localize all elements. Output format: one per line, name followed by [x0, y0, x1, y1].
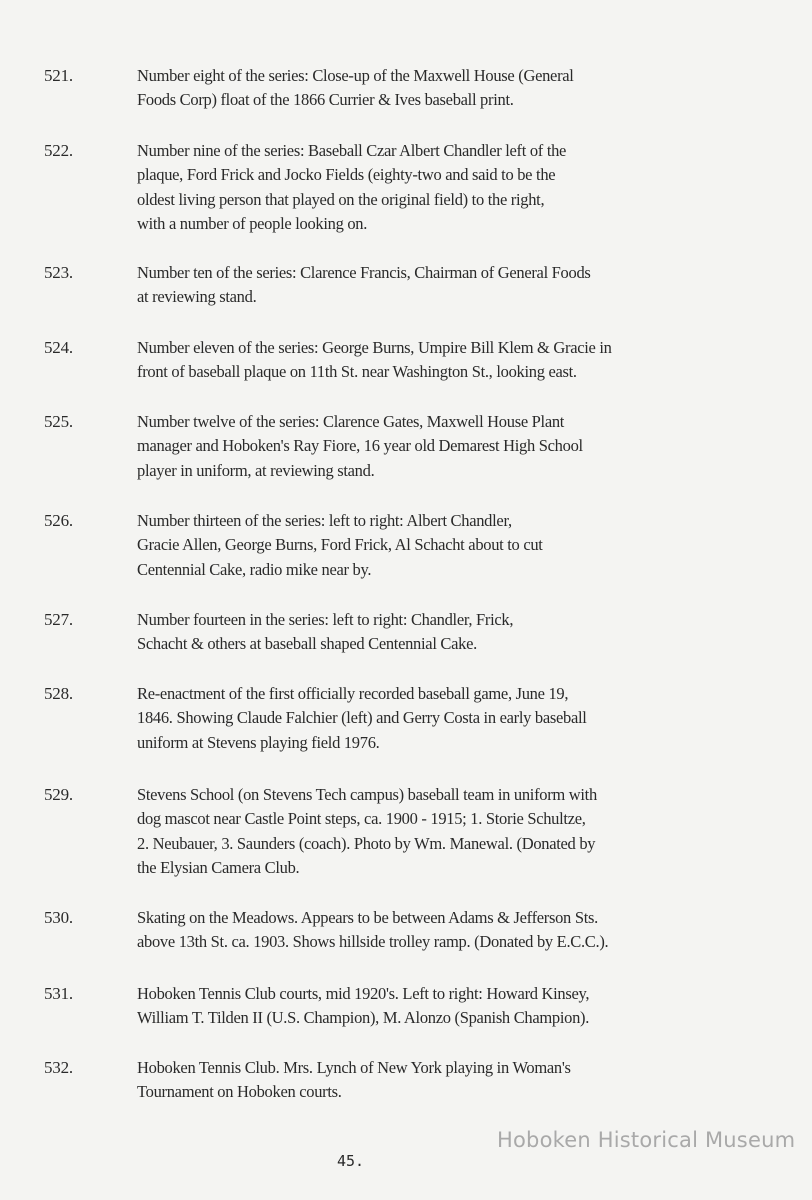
entry-description: [137, 982, 657, 1031]
entry-line: player in uniform, at reviewing stand.: [137, 460, 375, 480]
entry-line: uniform at Stevens playing field 1976.: [137, 732, 380, 752]
entry-line: Centennial Cake, radio mike near by.: [137, 559, 372, 579]
entry-line: 1846. Showing Claude Falchier (left) and Gerry Costa in early baseball: [137, 708, 587, 728]
entry-line: front of baseball plaque on 11th St. near Washington St., looking east.: [137, 362, 577, 382]
museum-watermark: Hoboken Historical Museum: [497, 1128, 796, 1152]
entry-line: Tournament on Hoboken courts.: [137, 1082, 342, 1102]
entry-number: 527.: [44, 610, 73, 629]
entry-number: 531.: [44, 984, 73, 1003]
entry-line: plaque, Ford Frick and Jocko Fields (eighty-two and said to be the: [137, 165, 556, 185]
entry-line: manager and Hoboken's Ray Fiore, 16 year old Demarest High School: [137, 436, 583, 456]
entry-line: Schacht & others at baseball shaped Centennial Cake.: [137, 634, 477, 654]
entry-number: 526.: [44, 511, 73, 530]
entry-description: [137, 139, 657, 236]
entry-line: dog mascot near Castle Point steps, ca. 1900 - 1915; 1. Storie Schultze,: [137, 809, 586, 829]
entry-number: 528.: [44, 684, 73, 703]
entry-description: [137, 64, 657, 113]
entry-description: [137, 682, 657, 755]
entry-line: Number nine of the series: Baseball Czar Albert Chandler left of the: [137, 141, 567, 160]
entry-number: 530.: [44, 908, 73, 927]
entry-line: Foods Corp) float of the 1866 Currier & Ives baseball print.: [137, 90, 514, 110]
entry-line: above 13th St. ca. 1903. Shows hillside trolley ramp. (Donated by E.C.C.).: [137, 932, 609, 952]
entry-line: Number eight of the series: Close-up of the Maxwell House (General: [137, 66, 574, 85]
entry-line: Number twelve of the series: Clarence Gates, Maxwell House Plant: [137, 412, 565, 431]
entry-description: [137, 783, 657, 880]
entry-number: 532.: [44, 1058, 73, 1077]
page-number: 45.: [337, 1152, 365, 1170]
entry-line: Hoboken Tennis Club. Mrs. Lynch of New York playing in Woman's: [137, 1058, 571, 1077]
entry-line: William T. Tilden II (U.S. Champion), M. Alonzo (Spanish Champion).: [137, 1008, 590, 1028]
entry-number: 522.: [44, 141, 73, 160]
entry-number: 524.: [44, 338, 73, 357]
entry-line: Number fourteen in the series: left to right: Chandler, Frick,: [137, 610, 514, 629]
entry-line: 2. Neubauer, 3. Saunders (coach). Photo by Wm. Manewal. (Donated by: [137, 833, 596, 853]
entry-line: Number ten of the series: Clarence Francis, Chairman of General Foods: [137, 263, 591, 282]
entry-line: the Elysian Camera Club.: [137, 857, 300, 877]
entry-line: with a number of people looking on.: [137, 213, 368, 233]
entry-number: 523.: [44, 263, 73, 282]
entry-line: Number eleven of the series: George Burns, Umpire Bill Klem & Gracie in: [137, 338, 612, 357]
entry-description: [137, 509, 657, 582]
entry-line: Skating on the Meadows. Appears to be between Adams & Jefferson Sts.: [137, 908, 598, 927]
entry-description: [137, 906, 657, 955]
entry-line: Stevens School (on Stevens Tech campus) baseball team in uniform with: [137, 785, 597, 804]
entry-line: Gracie Allen, George Burns, Ford Frick, Al Schacht about to cut: [137, 535, 543, 555]
entry-description: [137, 336, 657, 385]
entry-number: 529.: [44, 785, 73, 804]
entry-line: oldest living person that played on the original field) to the right,: [137, 189, 545, 209]
entry-line: Re-enactment of the first officially recorded baseball game, June 19,: [137, 684, 569, 703]
entry-description: [137, 608, 657, 657]
entry-line: Number thirteen of the series: left to right: Albert Chandler,: [137, 511, 512, 530]
entry-description: [137, 410, 657, 483]
entry-description: [137, 1056, 657, 1105]
entry-description: [137, 261, 657, 310]
entry-line: Hoboken Tennis Club courts, mid 1920's. Left to right: Howard Kinsey,: [137, 984, 590, 1003]
entry-number: 525.: [44, 412, 73, 431]
entry-number: 521.: [44, 66, 73, 85]
entry-line: at reviewing stand.: [137, 287, 257, 307]
